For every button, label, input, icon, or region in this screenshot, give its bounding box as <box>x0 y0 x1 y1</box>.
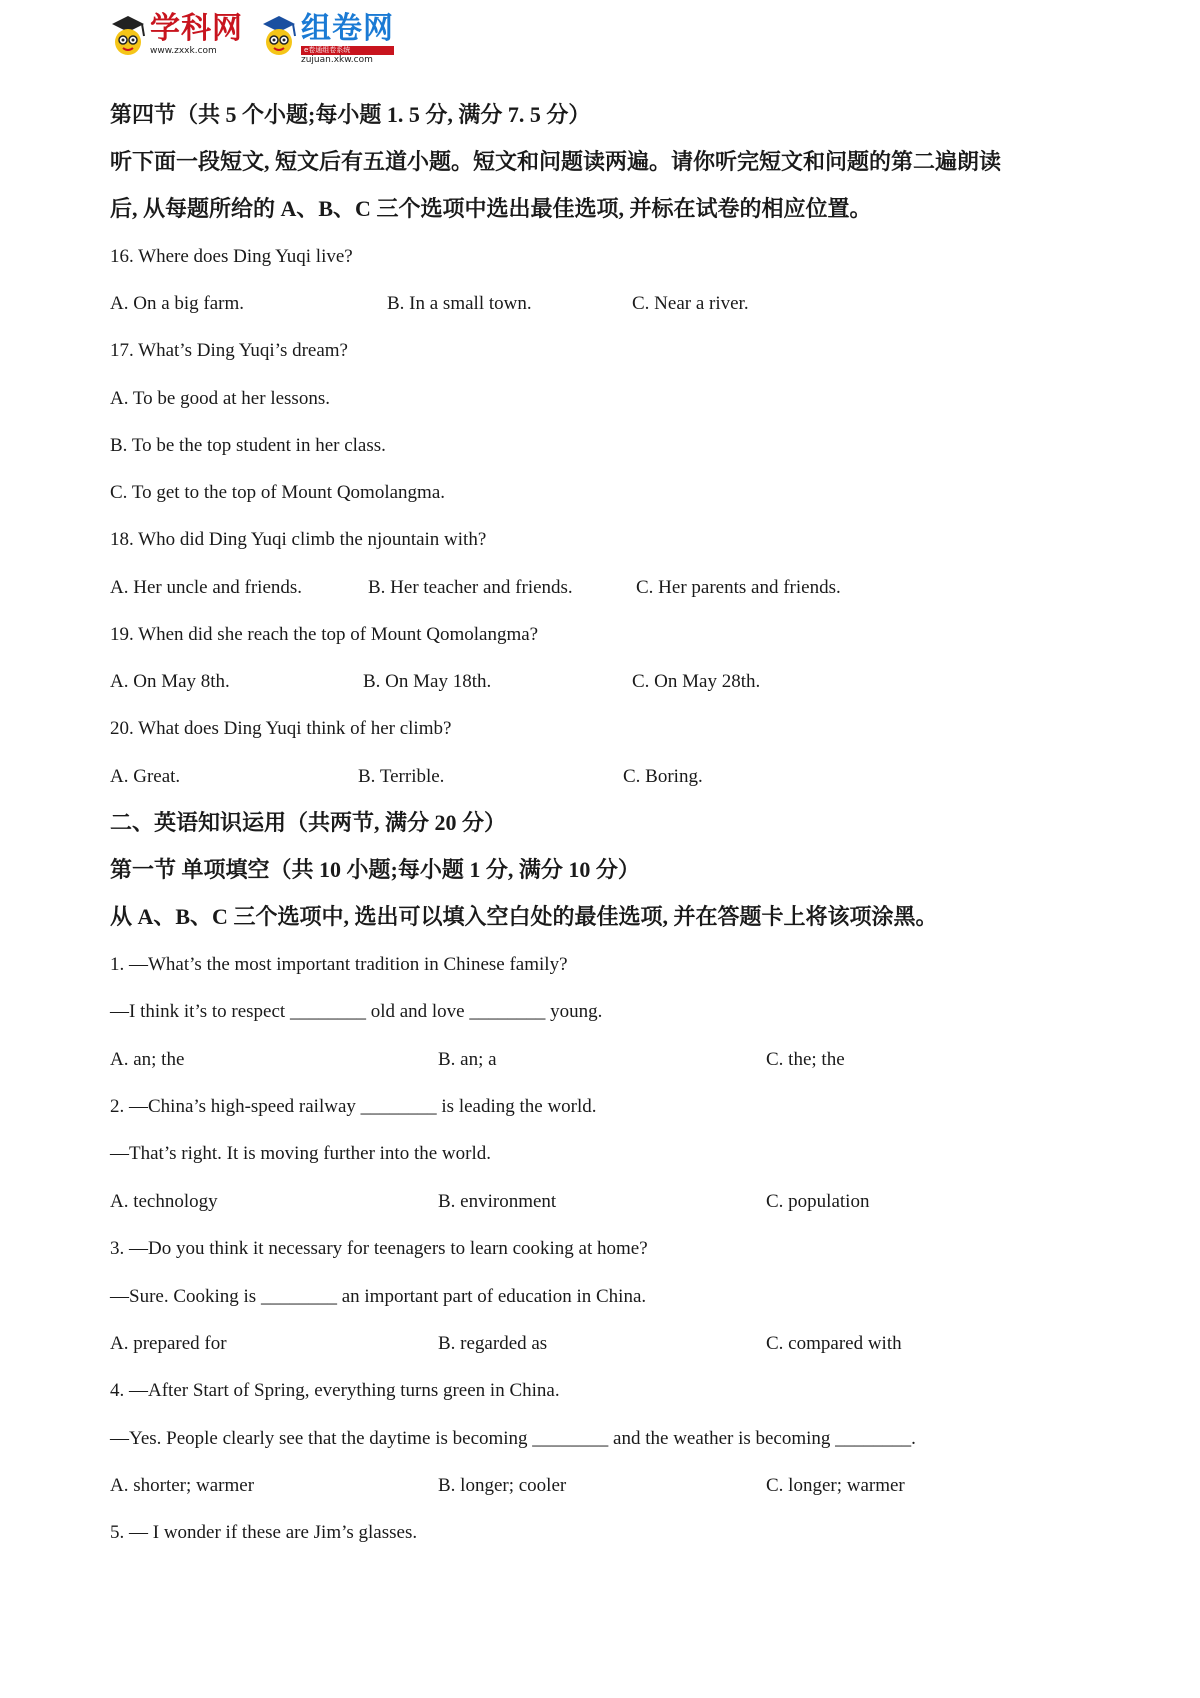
instruction: 听下面一段短文, 短文后有五道小题。短文和问题读两遍。请你听完短文和问题的第二遍朗读 <box>110 149 1002 174</box>
logo-url: zujuan.xkw.com <box>301 55 373 65</box>
option-a: A. Great. <box>110 766 181 787</box>
option-a: A. Her uncle and friends. <box>110 577 303 598</box>
option-c: C. On May 28th. <box>632 671 761 692</box>
question-2-response: —That’s right. It is moving further into the world. <box>110 1143 492 1164</box>
option-c: C. To get to the top of Mount Qomolangma. <box>110 482 446 503</box>
option-a: A. prepared for <box>110 1333 227 1354</box>
option-c: C. population <box>766 1191 870 1212</box>
option-c: C. Near a river. <box>632 293 749 314</box>
logo-title: 组卷网 <box>301 11 394 46</box>
section-heading: 第一节 单项填空（共 10 小题;每小题 1 分, 满分 10 分） <box>110 857 640 882</box>
question-17: 17. What’s Ding Yuqi’s dream? <box>110 340 348 361</box>
option-c: C. compared with <box>766 1333 902 1354</box>
mascot-icon <box>108 12 148 62</box>
option-c: C. longer; warmer <box>766 1475 905 1496</box>
option-a: A. On May 8th. <box>110 671 230 692</box>
question-1-response: —I think it’s to respect ________ old and love ________ young. <box>110 1001 603 1022</box>
option-b: B. To be the top student in her class. <box>110 435 386 456</box>
option-b: B. On May 18th. <box>363 671 492 692</box>
question-2: 2. —China’s high-speed railway ________ is leading the world. <box>110 1096 597 1117</box>
instruction: 从 A、B、C 三个选项中, 选出可以填入空白处的最佳选项, 并在答题卡上将该项涂黑。 <box>110 904 938 929</box>
question-20: 20. What does Ding Yuqi think of her climb? <box>110 718 452 739</box>
option-a: A. shorter; warmer <box>110 1475 255 1496</box>
logo-title: 学科网 <box>150 11 243 46</box>
mascot-icon <box>259 12 299 62</box>
option-b: B. longer; cooler <box>438 1475 567 1496</box>
option-b: B. environment <box>438 1191 557 1212</box>
option-b: B. regarded as <box>438 1333 548 1354</box>
option-c: C. Her parents and friends. <box>636 577 841 598</box>
question-4: 4. —After Start of Spring, everything turns green in China. <box>110 1380 560 1401</box>
option-c: C. the; the <box>766 1049 845 1070</box>
question-4-response: —Yes. People clearly see that the daytime is becoming ________ and the weather is becoming ________. <box>110 1428 916 1449</box>
question-19: 19. When did she reach the top of Mount Qomolangma? <box>110 624 539 645</box>
question-3-response: —Sure. Cooking is ________ an important part of education in China. <box>110 1286 647 1307</box>
option-b: B. Terrible. <box>358 766 445 787</box>
option-b: B. In a small town. <box>387 293 532 314</box>
logo-url: www.zxxk.com <box>150 46 217 56</box>
question-1: 1. —What’s the most important tradition in Chinese family? <box>110 954 568 975</box>
option-a: A. an; the <box>110 1049 185 1070</box>
question-16: 16. Where does Ding Yuqi live? <box>110 246 353 267</box>
zujuan-logo <box>259 12 394 65</box>
option-b: B. Her teacher and friends. <box>368 577 573 598</box>
section-heading: 二、英语知识运用（共两节, 满分 20 分） <box>110 810 507 835</box>
option-b: B. an; a <box>438 1049 497 1070</box>
question-18: 18. Who did Ding Yuqi climb the njountain with? <box>110 529 487 550</box>
page-header <box>108 12 394 72</box>
section-heading: 第四节（共 5 个小题;每小题 1. 5 分, 满分 7. 5 分） <box>110 102 591 127</box>
option-a: A. technology <box>110 1191 218 1212</box>
option-c: C. Boring. <box>623 766 703 787</box>
question-5: 5. — I wonder if these are Jim’s glasses. <box>110 1522 418 1543</box>
instruction: 后, 从每题所给的 A、B、C 三个选项中选出最佳选项, 并标在试卷的相应位置。 <box>110 196 872 221</box>
question-3: 3. —Do you think it necessary for teenagers to learn cooking at home? <box>110 1238 648 1259</box>
option-a: A. To be good at her lessons. <box>110 388 330 409</box>
logo-tag: e卷通组卷系统 <box>301 46 394 55</box>
option-a: A. On a big farm. <box>110 293 245 314</box>
zxxk-logo <box>108 12 243 62</box>
